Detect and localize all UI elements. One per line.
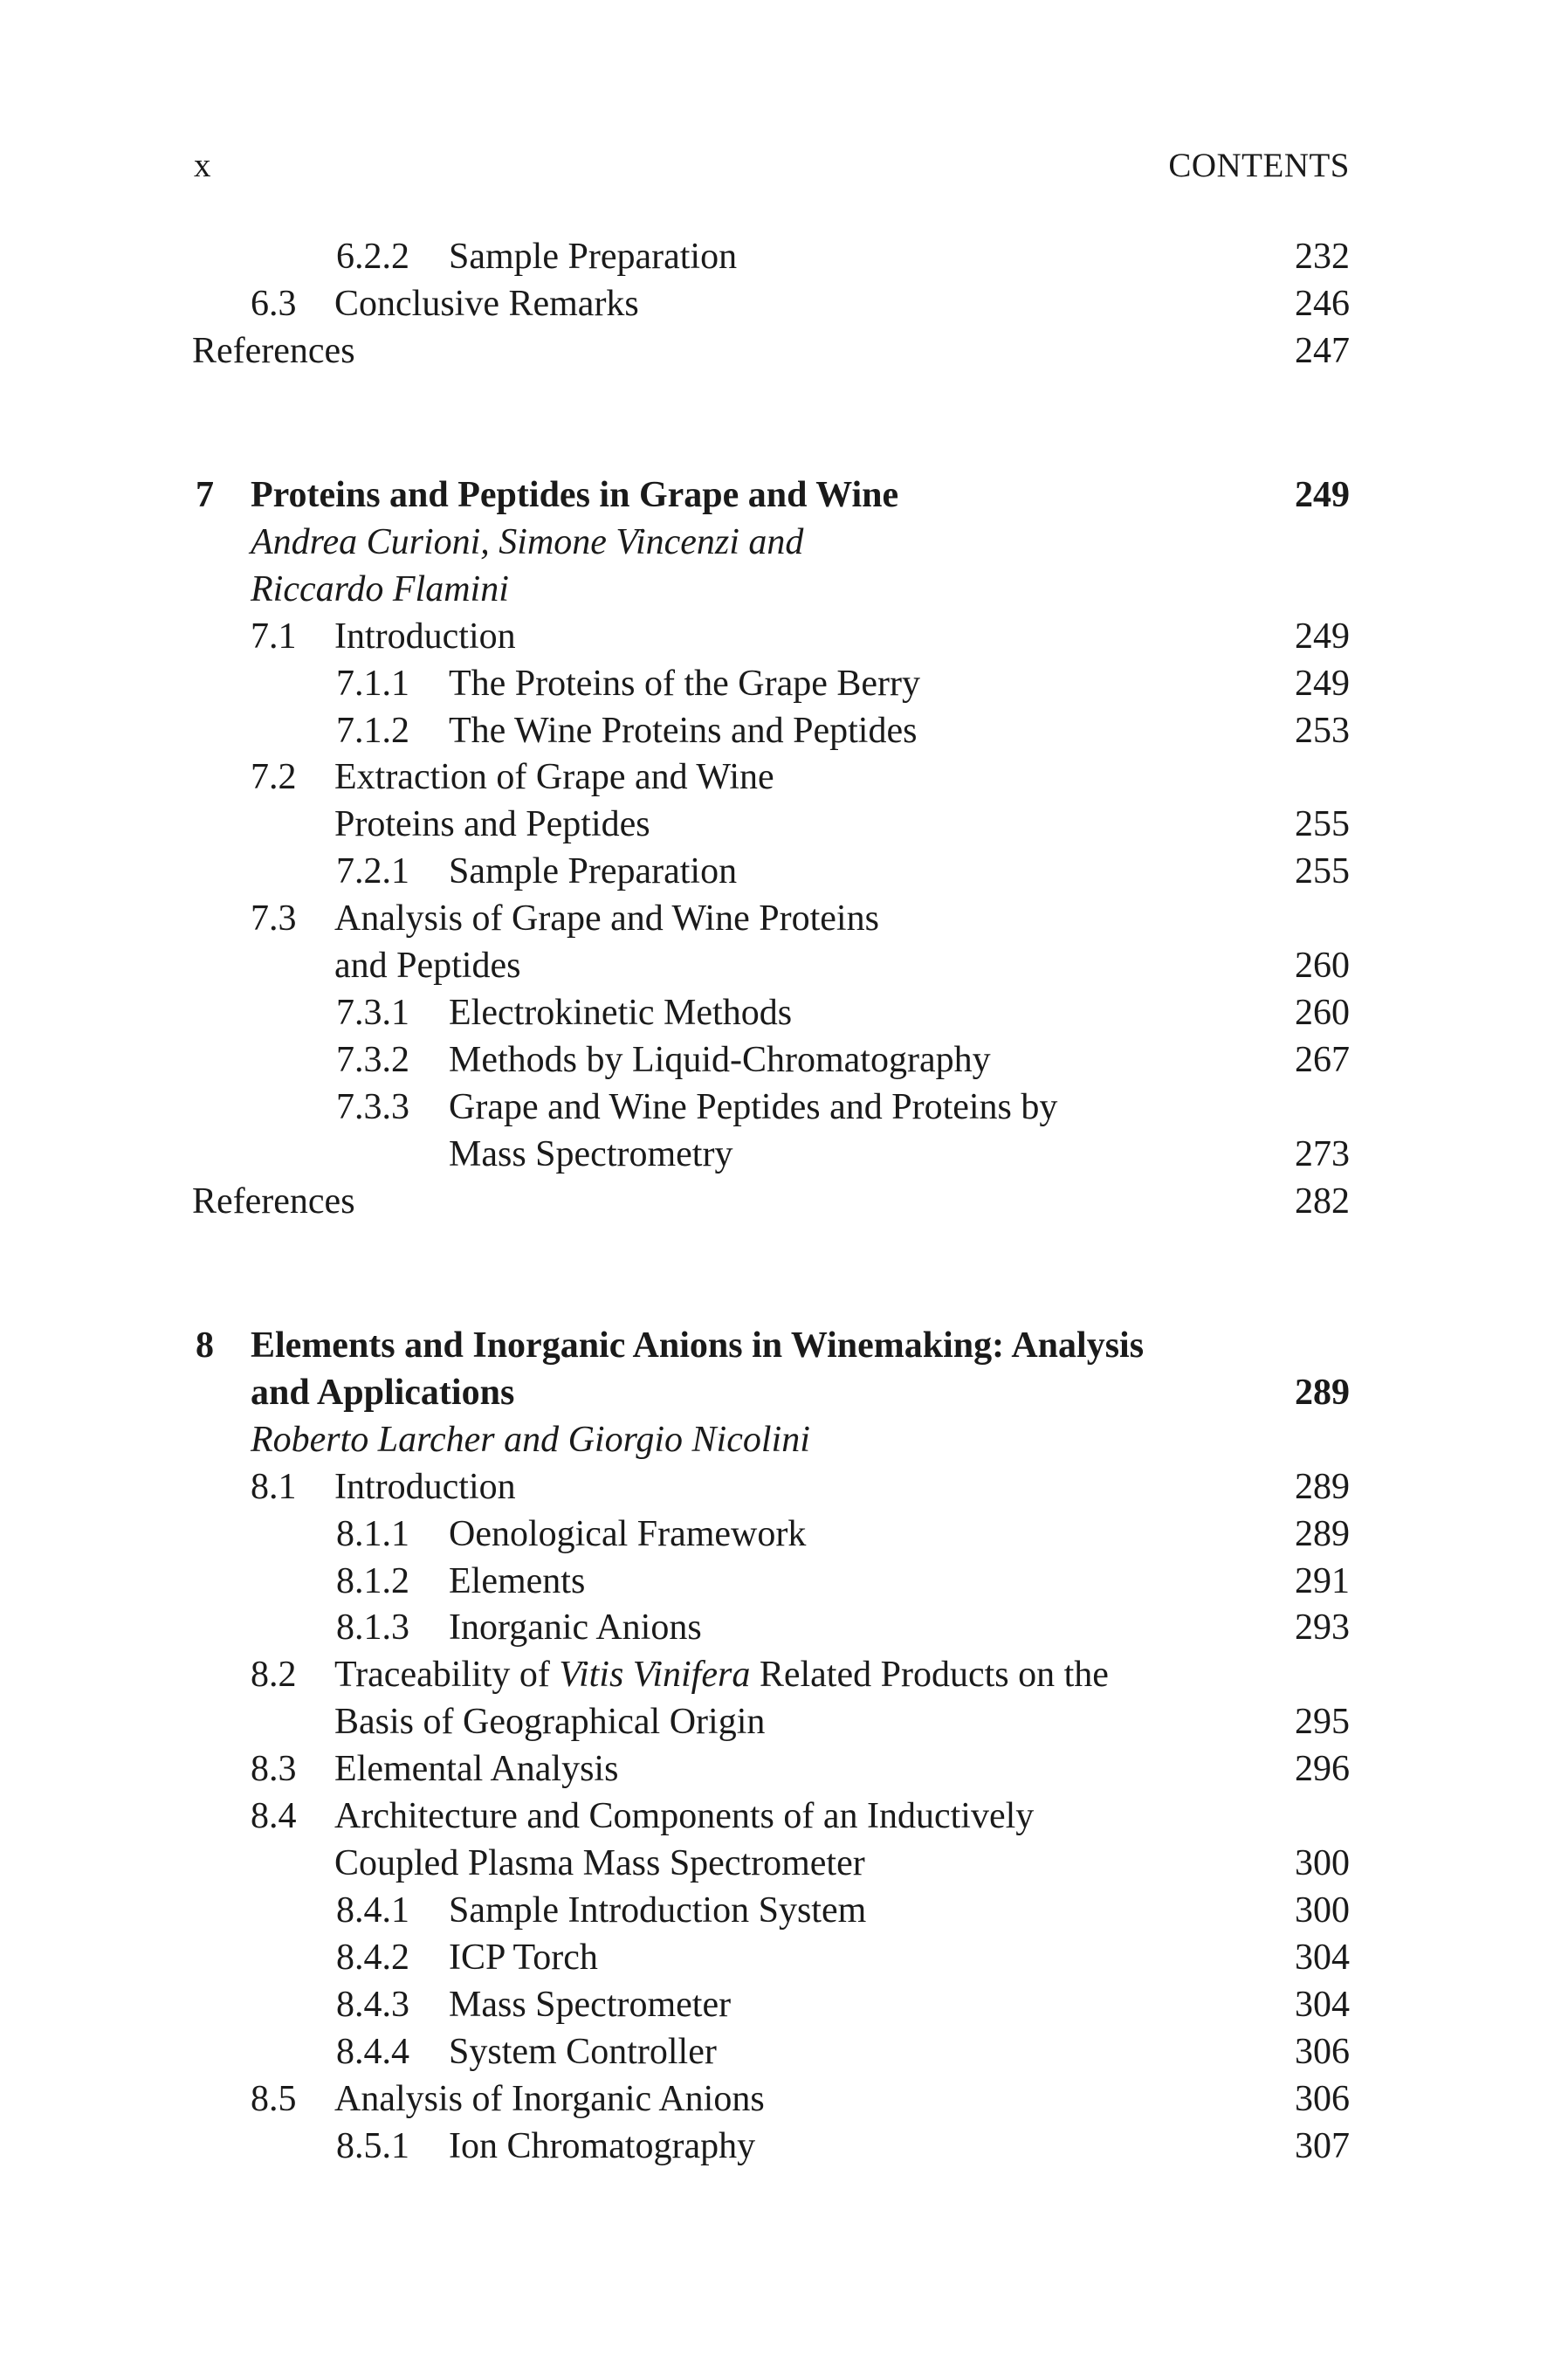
toc-entry-8-1[interactable] <box>0 1464 1568 1510</box>
section-number: 7.2 <box>251 757 297 797</box>
page-ref: 289 <box>1295 1373 1350 1413</box>
page-ref: 232 <box>1295 237 1350 277</box>
toc-entry-references-ch7[interactable] <box>0 1179 1568 1224</box>
page-ref: 306 <box>1295 2032 1350 2072</box>
section-title-part: Traceability of <box>334 1655 560 1695</box>
page-ref: 291 <box>1295 1561 1350 1601</box>
section-title: The Proteins of the Grape Berry <box>449 664 920 704</box>
section-number: 7.1.2 <box>336 711 409 751</box>
section-number: 8.1.3 <box>336 1607 409 1648</box>
authors-text: Andrea Curioni, Simone Vincenzi and <box>251 522 804 562</box>
toc-entry-7-3-1[interactable] <box>0 990 1568 1036</box>
toc-entry-8-4-1[interactable] <box>0 1888 1568 1933</box>
page-ref: 253 <box>1295 711 1350 751</box>
section-title: Conclusive Remarks <box>334 284 639 324</box>
references-label: References <box>192 331 355 371</box>
section-title: Extraction of Grape and Wine <box>334 757 774 797</box>
section-title: Ion Chromatography <box>449 2126 756 2166</box>
section-title-continued: Proteins and Peptides <box>334 804 650 844</box>
section-title: Mass Spectrometer <box>449 1985 732 2025</box>
page-number: x <box>194 147 211 184</box>
section-title: Analysis of Inorganic Anions <box>334 2079 765 2119</box>
section-number: 8.2 <box>251 1655 297 1695</box>
section-title: The Wine Proteins and Peptides <box>449 711 918 751</box>
authors-text: Riccardo Flamini <box>251 569 509 609</box>
page-ref: 247 <box>1295 331 1350 371</box>
section-number: 8.3 <box>251 1749 297 1789</box>
section-title: Introduction <box>334 1467 516 1507</box>
section-title: Introduction <box>334 616 516 657</box>
chapter-title-continued: and Applications <box>251 1373 515 1413</box>
toc-entry-8-1-3[interactable] <box>0 1605 1568 1650</box>
page-ref: 249 <box>1295 616 1350 657</box>
toc-chapter-8-continued[interactable] <box>0 1370 1568 1415</box>
section-title: Sample Preparation <box>449 851 738 891</box>
toc-entry-references-ch6[interactable] <box>0 328 1568 374</box>
toc-entry-7-3-3-continued[interactable] <box>0 1132 1568 1177</box>
section-number: 7.3.2 <box>336 1040 409 1080</box>
section-title: Inorganic Anions <box>449 1607 702 1648</box>
page-ref: 249 <box>1295 475 1350 515</box>
page-ref: 282 <box>1295 1181 1350 1222</box>
page-ref: 273 <box>1295 1134 1350 1174</box>
section-number: 8.4 <box>251 1796 297 1836</box>
references-label: References <box>192 1181 355 1222</box>
page-ref: 289 <box>1295 1467 1350 1507</box>
toc-entry-8-5[interactable] <box>0 2076 1568 2122</box>
section-title: Elemental Analysis <box>334 1749 619 1789</box>
toc-entry-8-4-4[interactable] <box>0 2029 1568 2075</box>
toc-entry-7-1[interactable] <box>0 614 1568 659</box>
section-number: 8.4.4 <box>336 2032 409 2072</box>
section-number: 7.3.1 <box>336 993 409 1033</box>
section-title: Electrokinetic Methods <box>449 993 793 1033</box>
chapter-7-authors-line-2 <box>0 567 1568 612</box>
section-title: Elements <box>449 1561 586 1601</box>
section-number: 8.5.1 <box>336 2126 409 2166</box>
section-title: Methods by Liquid-Chromatography <box>449 1040 991 1080</box>
toc-entry-8-5-1[interactable] <box>0 2124 1568 2169</box>
section-number: 7.3.3 <box>336 1087 409 1127</box>
page-ref: 304 <box>1295 1938 1350 1978</box>
section-number: 7.3 <box>251 898 297 939</box>
section-title: Sample Introduction System <box>449 1890 867 1931</box>
toc-entry-8-2-continued[interactable] <box>0 1699 1568 1745</box>
toc-entry-8-4-3[interactable] <box>0 1982 1568 2027</box>
section-title-continued: Coupled Plasma Mass Spectrometer <box>334 1843 865 1883</box>
toc-entry-8-2[interactable] <box>0 1652 1568 1697</box>
page-ref: 304 <box>1295 1985 1350 2025</box>
section-number: 8.1 <box>251 1467 297 1507</box>
section-title: Grape and Wine Peptides and Proteins by <box>449 1087 1058 1127</box>
toc-entry-7-1-1[interactable] <box>0 661 1568 706</box>
section-number: 7.1 <box>251 616 297 657</box>
toc-entry-8-4-2[interactable] <box>0 1935 1568 1980</box>
section-title-continued: and Peptides <box>334 946 521 986</box>
section-number: 8.4.3 <box>336 1985 409 2025</box>
page-ref: 295 <box>1295 1702 1350 1742</box>
section-title: Oenological Framework <box>449 1514 807 1554</box>
section-number: 8.5 <box>251 2079 297 2119</box>
page-ref: 307 <box>1295 2126 1350 2166</box>
section-title: ICP Torch <box>449 1938 598 1978</box>
running-title: CONTENTS <box>1168 147 1350 184</box>
toc-entry-7-3[interactable] <box>0 896 1568 941</box>
toc-entry-8-4-continued[interactable] <box>0 1841 1568 1886</box>
page-ref: 255 <box>1295 851 1350 891</box>
page-ref: 293 <box>1295 1607 1350 1648</box>
section-title <box>334 1652 1109 1697</box>
section-title: Sample Preparation <box>449 237 738 277</box>
toc-entry-7-3-continued[interactable] <box>0 943 1568 988</box>
section-number: 6.2.2 <box>336 237 409 277</box>
section-number: 8.1.1 <box>336 1514 409 1554</box>
page-ref: 260 <box>1295 993 1350 1033</box>
page-ref: 255 <box>1295 804 1350 844</box>
chapter-number: 8 <box>196 1325 214 1366</box>
page-ref: 306 <box>1295 2079 1350 2119</box>
section-title: Architecture and Components of an Inductively <box>334 1796 1035 1836</box>
page-ref: 260 <box>1295 946 1350 986</box>
species-name: Vitis Vinifera <box>559 1655 751 1695</box>
section-number: 8.4.2 <box>336 1938 409 1978</box>
section-number: 6.3 <box>251 284 297 324</box>
toc-chapter-7[interactable] <box>0 472 1568 518</box>
toc-entry-8-4[interactable] <box>0 1793 1568 1839</box>
section-number: 7.1.1 <box>336 664 409 704</box>
page-ref: 300 <box>1295 1843 1350 1883</box>
toc-entry-7-2[interactable] <box>0 754 1568 800</box>
toc-entry-6-2-2[interactable] <box>0 234 1568 279</box>
section-number: 7.2.1 <box>336 851 409 891</box>
chapter-8-authors <box>0 1417 1568 1463</box>
page-ref: 289 <box>1295 1514 1350 1554</box>
chapter-number: 7 <box>196 475 214 515</box>
toc-entry-7-2-1[interactable] <box>0 849 1568 894</box>
page-ref: 246 <box>1295 284 1350 324</box>
toc-chapter-8[interactable] <box>0 1323 1568 1368</box>
chapter-title: Elements and Inorganic Anions in Winemaking: Analysis <box>251 1325 1145 1366</box>
toc-entry-6-3[interactable] <box>0 281 1568 327</box>
section-title-part: Related Products on the <box>750 1655 1109 1695</box>
page-ref: 296 <box>1295 1749 1350 1789</box>
authors-text: Roberto Larcher and Giorgio Nicolini <box>251 1420 810 1460</box>
section-number: 8.4.1 <box>336 1890 409 1931</box>
section-number: 8.1.2 <box>336 1561 409 1601</box>
toc-entry-7-3-3[interactable] <box>0 1084 1568 1130</box>
chapter-title: Proteins and Peptides in Grape and Wine <box>251 475 899 515</box>
toc-entry-8-1-2[interactable] <box>0 1559 1568 1604</box>
toc-entry-7-1-2[interactable] <box>0 708 1568 754</box>
page-ref: 249 <box>1295 664 1350 704</box>
section-title-continued: Basis of Geographical Origin <box>334 1702 766 1742</box>
section-title: Analysis of Grape and Wine Proteins <box>334 898 879 939</box>
toc-entry-7-2-continued[interactable] <box>0 802 1568 847</box>
page-ref: 267 <box>1295 1040 1350 1080</box>
section-title-continued: Mass Spectrometry <box>449 1134 733 1174</box>
toc-entry-8-1-1[interactable] <box>0 1511 1568 1557</box>
page-ref: 300 <box>1295 1890 1350 1931</box>
section-title: System Controller <box>449 2032 717 2072</box>
chapter-7-authors-line-1 <box>0 520 1568 565</box>
toc-entry-7-3-2[interactable] <box>0 1037 1568 1083</box>
toc-entry-8-3[interactable] <box>0 1746 1568 1792</box>
